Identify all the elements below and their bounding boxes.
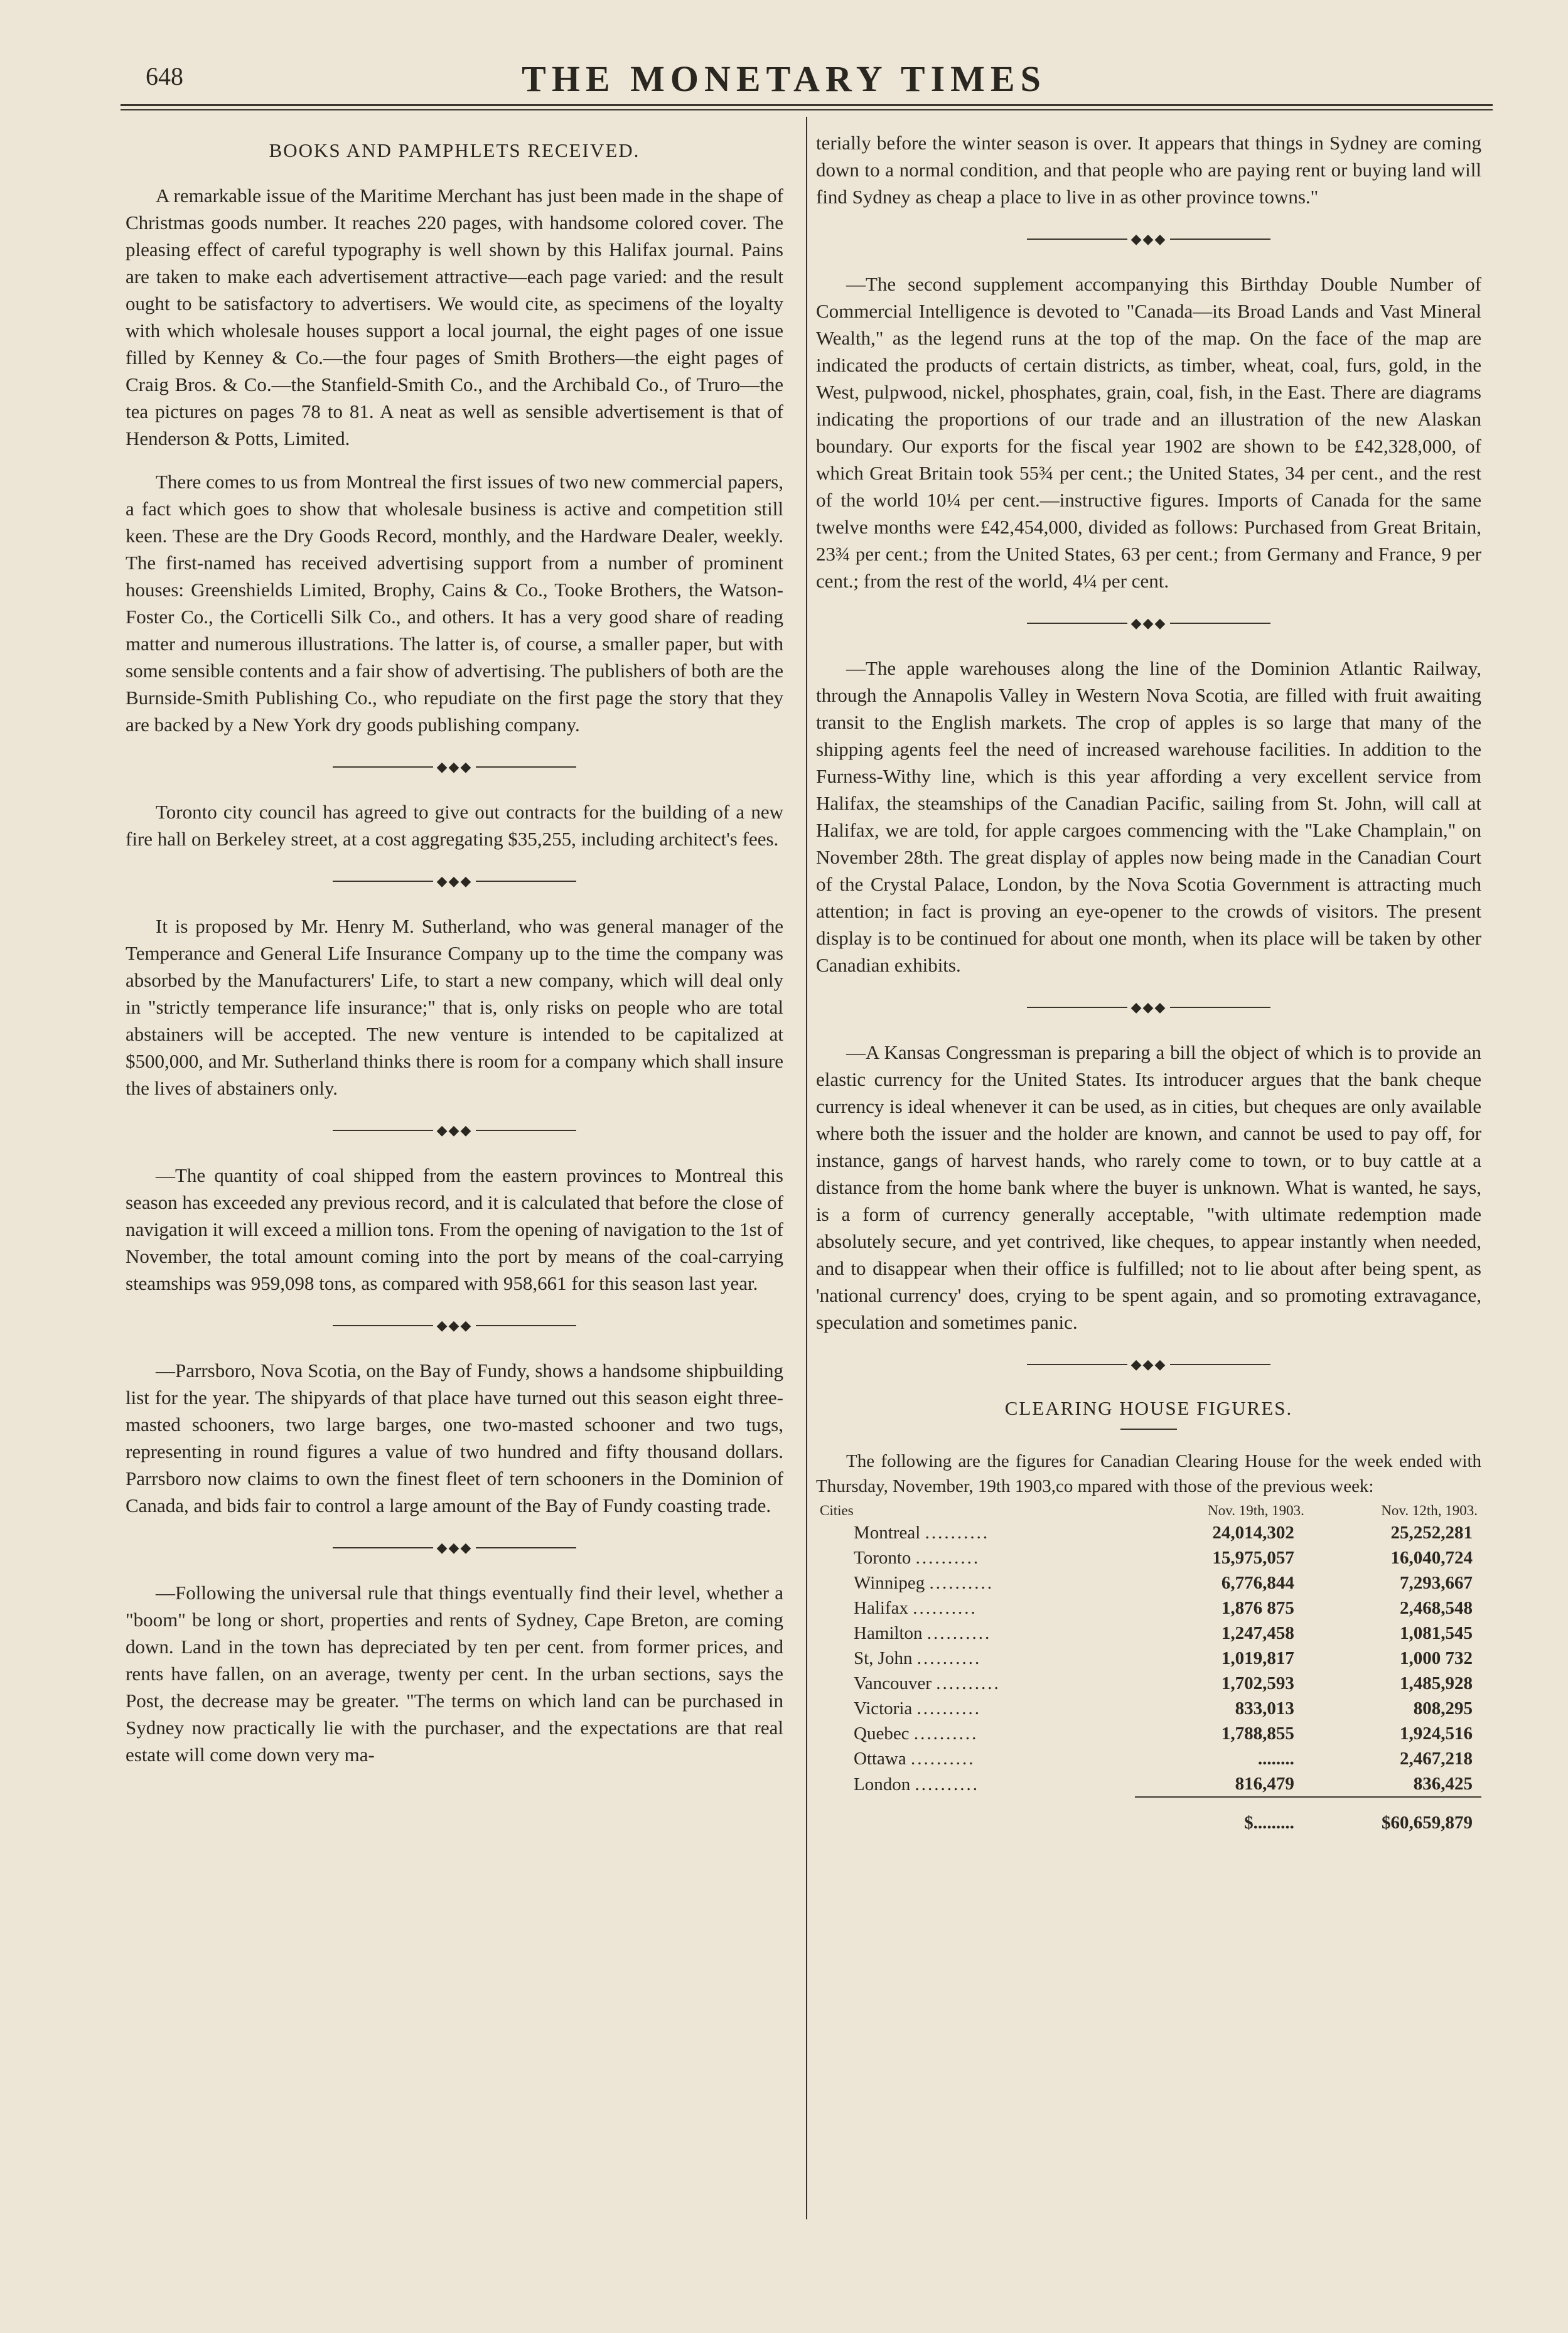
value-nov19: 1,702,593	[1221, 1673, 1294, 1693]
city-name: Ottawa	[854, 1749, 906, 1769]
section-ornament: ◆◆◆	[126, 866, 783, 896]
clearing-table-header	[816, 1503, 1481, 1520]
table-row: Montreal .......... 24,014,302 25,252,281	[816, 1520, 1481, 1545]
masthead-rule-top	[121, 104, 1493, 106]
value-nov12: 1,485,928	[1400, 1673, 1473, 1693]
column-divider	[806, 117, 807, 2219]
table-row: Ottawa .......... ........ 2,467,218	[816, 1746, 1481, 1771]
col-nov19-header: Nov. 19th, 1903.	[1208, 1503, 1304, 1518]
article-parrsboro: —Parrsboro, Nova Scotia, on the Bay of Fundy, shows a handsome shipbuilding list for the year. The shipyards of that place have turned out this season eight three-masted schooners, two large barges, one two-masted schooner and two tugs, representing in round figures a value of two hundred and fifty thousand dollars. Parrsboro now claims to own the finest fleet of tern schooners in the Dominion of Canada, and bids fair to control a large amount of the Bay of Fundy coasting trade.	[126, 1360, 783, 1516]
city-name: Winnipeg	[854, 1573, 925, 1593]
article-commercial-intelligence: —The second supplement accompanying this Birthday Double Number of Commercial Intelligence is devoted to "Canada—its Broad Lands and Vast Mineral Wealth," as the legend runs at the top of the map. On the face of the map are indicated the products of certain districts, as timber, wheat, coal, furs, gold, in the West, pulpwood, nickel, phosphates, grain, coal, fish, in the East. There are diagrams indicating the proportions of our trade and an illustration of the new Alaskan boundary. Our exports for the fiscal year 1902 are shown to be £42,328,000, of which Great Britain took 55¾ per cent.; the United States, 34 per cent., and the rest of the world 10¼ per cent.—instructive figures. Imports of Canada for the same twelve months were £42,454,000, divided as follows: Purchased from Great Britain, 23¾ per cent.; from the United States, 63 per cent.; from Germany and France, 9 per cent.; from the rest of the world, 4¼ per cent.	[816, 273, 1481, 592]
value-nov12: 7,293,667	[1400, 1573, 1473, 1593]
city-name: Quebec	[854, 1724, 910, 1744]
clearing-house-heading: CLEARING HOUSE FIGURES.	[1004, 1397, 1293, 1419]
article-sydney-continued: terially before the winter season is over. It appears that things in Sydney are coming down to a normal condition, and that people who are paying rent or buying land will find Sydney as cheap a place to live in as other province towns."	[816, 132, 1481, 208]
right-column	[816, 129, 1481, 1835]
table-row: Quebec .......... 1,788,855 1,924,516	[816, 1721, 1481, 1746]
section-ornament: ◆◆◆	[816, 992, 1481, 1022]
article-sydney-property: —Following the universal rule that things eventually find their level, whether a "boom" be long or short, properties and rents of Sydney, Cape Breton, are coming down. Land in the town has depreciated by ten per cent. from former prices, and rents have fallen, on an average, twenty per cent. In the urban sections, says the Post, the decrease may be greater. "The terms on which land can be purchased in Sydney now practically lie with the purchaser, and the expectations are that real estate will come down very ma-	[126, 1582, 783, 1766]
article-coal-shipments: —The quantity of coal shipped from the eastern provinces to Montreal this season has exceeded any previous record, and it is calculated that before the close of navigation it will exceed a million tons. From the opening of navigation to the 1st of November, the total amount coming into the port by means of the coal-carrying steamships was 959,098 tons, as compared with 958,661 for this season last year.	[126, 1164, 783, 1294]
table-row: Winnipeg .......... 6,776,844 7,293,667	[816, 1570, 1481, 1596]
clearing-intro: The following are the figures for Canadian Clearing House for the week ended with Thursday, November, 19th 1903,co mpared with those of the previous week:	[816, 1451, 1481, 1496]
left-column	[126, 129, 783, 1768]
article-temperance-insurance: It is proposed by Mr. Henry M. Sutherland, who was general manager of the Temperance and General Life Insurance Company up to the time the company was absorbed by the Manufacturers' Life, to start a new company, which will deal only in "strictly temperance life insurance;" that is, only risks on people who are total abstainers will be accepted. The new venture is intended to be capitalized at $500,000, and Mr. Sutherland thinks there is room for a company which shall insure the lives of abstainers only.	[126, 915, 783, 1099]
total-nov19: $.........	[1135, 1797, 1308, 1835]
article-apple-warehouses: —The apple warehouses along the line of the Dominion Atlantic Railway, through the Annapolis Valley in Western Nova Scotia, are filled with fruit awaiting transit to the English markets. The crop of apples is so large that many of the shipping agents feel the need of increased warehouse facilities. In addition to the Furness-Withy line, which is this year affording a very excellent service from Halifax, the steamships of the Canadian Pacific, sailing from St. John, will call at Halifax, we are told, for apple cargoes commencing with the "Lake Champlain," on November 28th. The great display of apples now being made in the Canadian Court of the Crystal Palace, London, by the Nova Scotia Government is attracting much attention; in fact is proving an eye-opener to the crowds of visitors. The present display is to be continued for about one month, when its place will be taken by other Canadian exhibits.	[816, 657, 1481, 976]
clearing-house-table	[816, 1503, 1481, 1835]
table-row: St, John .......... 1,019,817 1,000 732	[816, 1646, 1481, 1671]
value-nov12: 25,252,281	[1390, 1523, 1473, 1543]
table-row: Vancouver .......... 1,702,593 1,485,928	[816, 1671, 1481, 1696]
col-nov12-header: Nov. 12th, 1903.	[1381, 1503, 1478, 1518]
city-name: Toronto	[854, 1548, 911, 1568]
article-kansas-currency: —A Kansas Congressman is preparing a bill the object of which is to provide an elastic currency for the United States. Its introducer argues that the bank cheque currency is ideal whenever it can be used, as in cities, but cheques are only available where both the issuer and the holder are known, and cannot be used to pay off, for instance, gangs of harvest hands, who rarely come to town, or to buy cattle at a distance from the home bank where the buyer is unknown. What is wanted, he says, is a form of currency generally acceptable, "with ultimate redemption made absolutely secure, and yet contrived, like cheques, to appear instantly when needed, and to disappear when their office is fulfilled; not to lie about after being spent, as 'national currency' does, crying to be spent again, and so promoting extravagance, speculation and sometimes panic.	[816, 1041, 1481, 1333]
section-ornament: ◆◆◆	[126, 1311, 783, 1341]
books-heading: BOOKS AND PAMPHLETS RECEIVED.	[269, 139, 640, 161]
value-nov12: 2,467,218	[1400, 1749, 1473, 1769]
table-row: Halifax .......... 1,876 875 2,468,548	[816, 1596, 1481, 1621]
value-nov12: 1,924,516	[1400, 1724, 1473, 1744]
section-ornament: ◆◆◆	[816, 224, 1481, 254]
table-row: Hamilton .......... 1,247,458 1,081,545	[816, 1621, 1481, 1646]
clearing-heading-rule	[1120, 1429, 1177, 1430]
section-ornament: ◆◆◆	[126, 1533, 783, 1563]
article-montreal-papers: There comes to us from Montreal the first issues of two new commercial papers, a fact which goes to show that wholesale business is active and competition still keen. These are the Dry Goods Record, monthly, and the Hardware Dealer, weekly. The first-named has received advertising support from a number of prominent houses: Greenshields Limited, Brophy, Cains & Co., Tooke Brothers, the Watson-Foster Co., the Corticelli Silk Co., and others. It has a very good share of reading matter and numerous illustrations. The latter is, of course, a smaller paper, but with some sensible contents and a fair show of advertising. The publishers of both are the Burnside-Smith Publishing Co., who repudiate on the first page the story that they are backed by a New York dry goods publishing company.	[126, 471, 783, 736]
city-name: Montreal	[854, 1523, 921, 1543]
city-name: Vancouver	[854, 1673, 932, 1693]
value-nov19: 6,776,844	[1221, 1573, 1294, 1593]
value-nov12: 1,081,545	[1400, 1623, 1473, 1643]
col-cities-header: Cities	[820, 1503, 854, 1518]
value-nov12: 836,425	[1413, 1774, 1473, 1794]
value-nov19: 1,247,458	[1221, 1623, 1294, 1643]
section-ornament: ◆◆◆	[816, 608, 1481, 638]
table-row: London .......... 816,479 836,425	[816, 1771, 1481, 1797]
page-number: 648	[146, 62, 183, 90]
value-nov19: 833,013	[1235, 1698, 1294, 1719]
total-nov12: $60,659,879	[1308, 1797, 1481, 1835]
value-nov12: 1,000 732	[1400, 1648, 1473, 1668]
city-name: Victoria	[854, 1698, 913, 1719]
value-nov19: 24,014,302	[1212, 1523, 1294, 1543]
value-nov19: ........	[1257, 1749, 1294, 1769]
value-nov19: 1,788,855	[1221, 1724, 1294, 1744]
article-maritime-merchant: A remarkable issue of the Maritime Merchant has just been made in the shape of Christmas goods number. It reaches 220 pages, with handsome colored cover. The pleasing effect of careful typography is well shown by this Halifax journal. Pains are taken to make each advertisement attractive—each page varied: and the result ought to be satisfactory to advertisers. We would cite, as specimens of the loyalty with which wholesale houses support a local journal, the eight pages of one issue filled by Kenney & Co.—the four pages of Smith Brothers—the eight pages of Craig Bros. & Co.—the Stanfield-Smith Co., and the Archibald Co., of Truro—the tea pictures on pages 78 to 81. A neat as well as sensible advertisement is that of Henderson & Potts, Limited.	[126, 185, 783, 449]
value-nov12: 16,040,724	[1390, 1548, 1473, 1568]
article-toronto-fire-hall: Toronto city council has agreed to give out contracts for the building of a new fire hall on Berkeley street, at a cost aggregating $35,255, including architect's fees.	[126, 801, 783, 850]
masthead-title: THE MONETARY TIMES	[522, 58, 1046, 99]
value-nov19: 816,479	[1235, 1774, 1294, 1794]
table-total-row	[816, 1797, 1481, 1835]
value-nov19: 1,876 875	[1221, 1598, 1294, 1618]
value-nov12: 808,295	[1413, 1698, 1473, 1719]
value-nov19: 15,975,057	[1212, 1548, 1294, 1568]
city-name: Halifax	[854, 1598, 908, 1618]
masthead-rule-bottom	[121, 109, 1493, 110]
section-ornament: ◆◆◆	[816, 1349, 1481, 1380]
city-name: St, John	[854, 1648, 913, 1668]
value-nov19: 1,019,817	[1221, 1648, 1294, 1668]
city-name: London	[854, 1774, 911, 1794]
value-nov12: 2,468,548	[1400, 1598, 1473, 1618]
section-ornament: ◆◆◆	[126, 1115, 783, 1145]
section-ornament: ◆◆◆	[126, 752, 783, 782]
table-row: Victoria .......... 833,013 808,295	[816, 1696, 1481, 1721]
city-name: Hamilton	[854, 1623, 923, 1643]
table-row: Toronto .......... 15,975,057 16,040,724	[816, 1545, 1481, 1570]
